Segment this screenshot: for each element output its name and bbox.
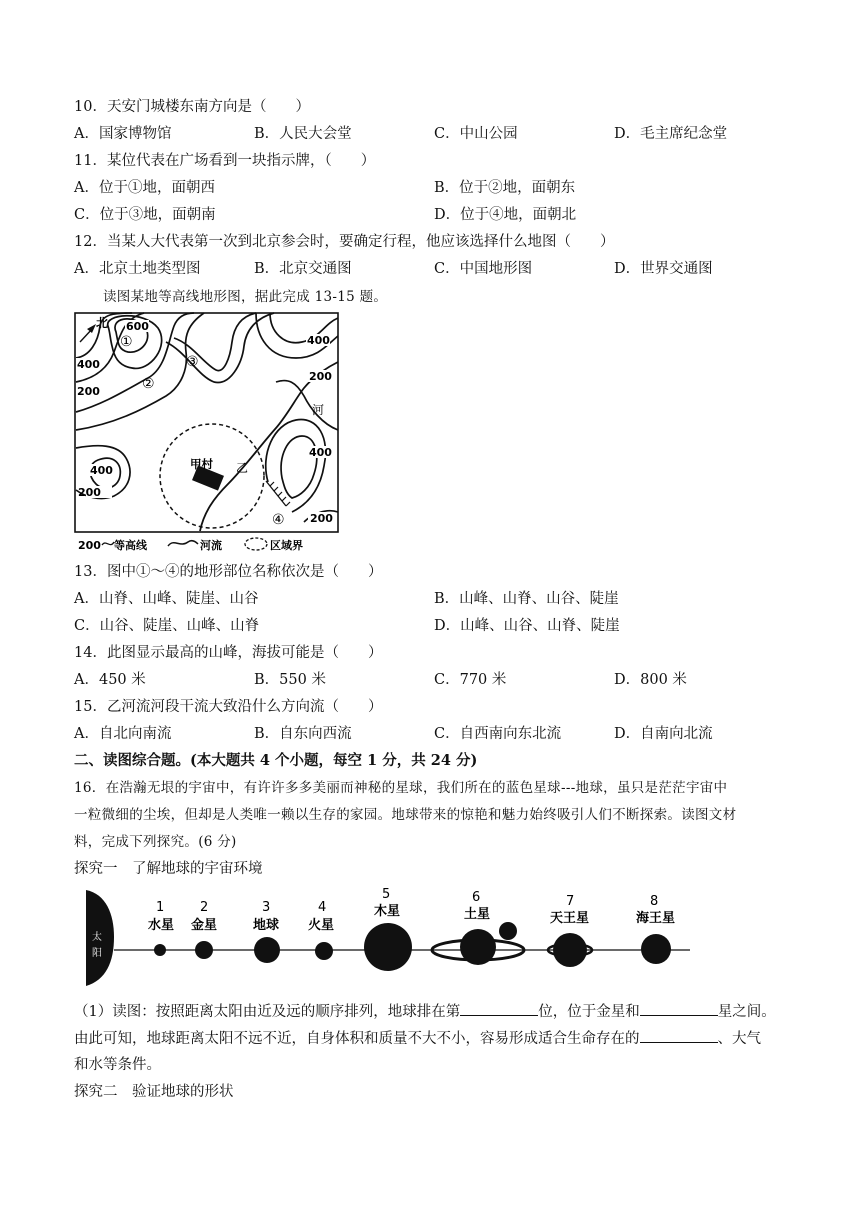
planet-name-saturn: 土星 bbox=[464, 907, 491, 922]
marker-2: ② bbox=[142, 376, 155, 392]
river-point-label: 乙 bbox=[236, 461, 249, 475]
q11-option-d: D．位于④地，面朝北 bbox=[434, 207, 577, 223]
legend-200: 200 bbox=[78, 539, 101, 552]
contour-label-600: 600 bbox=[126, 320, 149, 333]
q15-option-a: A．自北向南流 bbox=[74, 726, 172, 742]
q16-1-part-d: 由此可知，地球距离太阳不远不近，自身体积和质量不大不小，容易形成适合生命存在的 bbox=[74, 1031, 640, 1047]
planet-number-2: 2 bbox=[200, 900, 209, 915]
planet-saturn bbox=[432, 922, 524, 965]
planet-neptune bbox=[641, 934, 671, 964]
q11-option-c: C．位于③地，面朝南 bbox=[74, 207, 216, 223]
q16-1-line-1 bbox=[74, 1001, 776, 1022]
q14-option-a: A．450 米 bbox=[74, 672, 146, 688]
q12-option-c: C．中国地形图 bbox=[434, 261, 533, 277]
q13-option-c: C．山谷、陡崖、山峰、山脊 bbox=[74, 618, 260, 634]
planet-mercury bbox=[154, 944, 166, 956]
planet-uranus bbox=[548, 933, 592, 967]
planet-name-mars: 火星 bbox=[308, 918, 335, 933]
q12-option-b: B．北京交通图 bbox=[254, 261, 352, 277]
contour-label-200-se: 200 bbox=[310, 512, 333, 525]
section-2-heading: 二、读图综合题。(本大题共 4 个小题，每空 1 分，共 24 分) bbox=[74, 752, 478, 769]
q11-option-b: B．位于②地，面朝东 bbox=[434, 180, 576, 196]
village-label: 甲村 bbox=[190, 457, 213, 471]
planet-number-5: 5 bbox=[382, 887, 391, 902]
q12-stem: 12．当某人大代表第一次到北京参会时，要确定行程，他应该选择什么地图（ ） bbox=[74, 234, 615, 250]
q10-option-b: B．人民大会堂 bbox=[254, 126, 352, 142]
q13-option-d: D．山峰、山谷、山脊、陡崖 bbox=[434, 618, 620, 634]
q16-1-part-c: 星之间。 bbox=[717, 1004, 776, 1020]
q11-stem: 11．某位代表在广场看到一块指示牌，（ ） bbox=[74, 153, 376, 169]
q16-1-line-3: 和水等条件。 bbox=[74, 1057, 161, 1073]
planet-jupiter bbox=[364, 923, 412, 971]
planet-number-7: 7 bbox=[566, 894, 575, 909]
planet-venus bbox=[195, 941, 213, 959]
legend-contour: 等高线 bbox=[114, 539, 147, 552]
q16-1-part-b: 位，位于金星和 bbox=[538, 1004, 640, 1020]
planet-name-mercury: 水星 bbox=[148, 918, 175, 933]
map-intro: 读图某地等高线地形图，据此完成 13-15 题。 bbox=[103, 289, 388, 305]
contour-label-200-ne: 200 bbox=[309, 370, 332, 383]
q14-option-b: B．550 米 bbox=[254, 672, 326, 688]
planet-name-venus: 金星 bbox=[191, 918, 218, 933]
q14-stem: 14．此图显示最高的山峰，海拔可能是（ ） bbox=[74, 645, 383, 661]
explore-1-heading: 探究一 了解地球的宇宙环境 bbox=[74, 861, 263, 877]
planet-name-earth: 地球 bbox=[253, 918, 280, 933]
marker-4: ④ bbox=[272, 512, 285, 528]
q13-option-b: B．山峰、山脊、山谷、陡崖 bbox=[434, 591, 619, 607]
legend-river: 河流 bbox=[200, 539, 222, 552]
answer-blank-1[interactable] bbox=[460, 1001, 538, 1016]
q12-option-a: A．北京土地类型图 bbox=[74, 261, 201, 277]
planet-number-4: 4 bbox=[318, 900, 327, 915]
planet-number-6: 6 bbox=[472, 890, 481, 905]
q13-option-a: A．山脊、山峰、陡崖、山谷 bbox=[74, 591, 259, 607]
planet-number-3: 3 bbox=[262, 900, 271, 915]
q16-1-part-a: （1）读图：按照距离太阳由近及远的顺序排列，地球排在第 bbox=[74, 1004, 461, 1020]
planet-mars bbox=[315, 942, 333, 960]
explore-2-heading: 探究二 验证地球的形状 bbox=[74, 1084, 234, 1100]
contour-map bbox=[74, 312, 374, 555]
answer-blank-3[interactable] bbox=[640, 1028, 718, 1043]
q13-stem: 13．图中①～④的地形部位名称依次是（ ） bbox=[74, 564, 383, 580]
planet-number-1: 1 bbox=[156, 900, 165, 915]
legend-boundary: 区域界 bbox=[270, 539, 303, 552]
map-frame bbox=[75, 313, 338, 532]
q16-1-part-e: 、大气 bbox=[717, 1031, 761, 1047]
answer-blank-2[interactable] bbox=[640, 1001, 718, 1016]
map-legend bbox=[78, 538, 303, 552]
contour-label-200-sw: 200 bbox=[78, 486, 101, 499]
contour-label-400-e: 400 bbox=[309, 446, 332, 459]
q16-text-line-1: 16．在浩瀚无垠的宇宙中，有许许多多美丽而神秘的星球，我们所在的蓝色星球---地球，虽只是茫茫宇宙中 bbox=[74, 780, 728, 796]
planet-name-uranus: 天王星 bbox=[550, 911, 590, 926]
contour-label-400-nw: 400 bbox=[77, 358, 100, 371]
q14-option-c: C．770 米 bbox=[434, 672, 507, 688]
sun-label-2: 阳 bbox=[92, 948, 102, 959]
q14-option-d: D．800 米 bbox=[614, 672, 687, 688]
q16-text-line-3: 料，完成下列探究。(6 分) bbox=[74, 834, 237, 850]
planet-name-jupiter: 木星 bbox=[374, 904, 401, 919]
north-label: 北 bbox=[96, 316, 109, 330]
q15-option-d: D．自南向北流 bbox=[614, 726, 713, 742]
q16-1-line-2 bbox=[74, 1028, 761, 1049]
sun-label-1: 太 bbox=[92, 932, 102, 943]
q15-option-b: B．自东向西流 bbox=[254, 726, 352, 742]
planet-name-neptune: 海王星 bbox=[636, 911, 676, 926]
q10-option-d: D．毛主席纪念堂 bbox=[614, 126, 728, 142]
q10-stem: 10．天安门城楼东南方向是（ ） bbox=[74, 99, 310, 115]
contour-label-400-sw: 400 bbox=[90, 464, 113, 477]
q15-option-c: C．自西南向东北流 bbox=[434, 726, 562, 742]
planet-earth bbox=[254, 937, 280, 963]
q12-option-d: D．世界交通图 bbox=[614, 261, 713, 277]
q16-text-line-2: 一粒微细的尘埃，但却是人类唯一赖以生存的家园。地球带来的惊艳和魅力始终吸引人们不断探索。读图文材 bbox=[74, 807, 737, 823]
q10-option-c: C．中山公园 bbox=[434, 126, 518, 142]
contour-label-200-w: 200 bbox=[77, 385, 100, 398]
q15-stem: 15．乙河流河段干流大致沿什么方向流（ ） bbox=[74, 699, 383, 715]
q10-option-a: A．国家博物馆 bbox=[74, 126, 172, 142]
planet-number-8: 8 bbox=[650, 894, 659, 909]
contour-label-400-ne: 400 bbox=[307, 334, 330, 347]
q11-option-a: A．位于①地，面朝西 bbox=[74, 180, 215, 196]
marker-1: ① bbox=[120, 334, 133, 350]
marker-3: ③ bbox=[186, 354, 199, 370]
river-name-label: 河 bbox=[312, 403, 325, 417]
solar-system-diagram bbox=[84, 884, 704, 994]
